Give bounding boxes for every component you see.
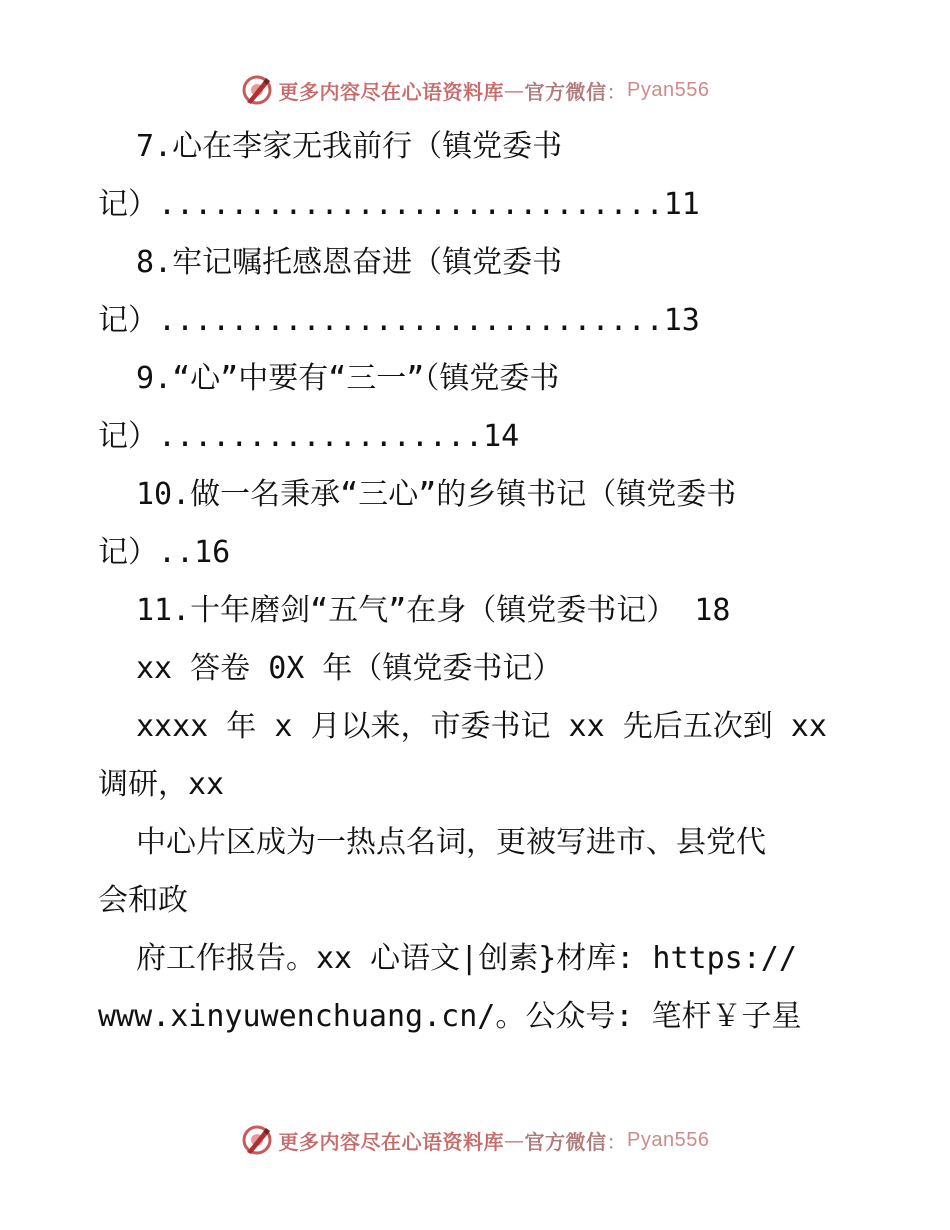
toc-entry-7-page: 记）............................11	[98, 187, 700, 222]
footer-colon: ：	[606, 1129, 628, 1154]
footer-wechat-label: 官方微信	[524, 1129, 607, 1154]
pen-logo-icon	[241, 1124, 273, 1156]
paragraph-2-line-2: 会和政	[98, 883, 188, 918]
header-watermark-banner	[0, 70, 950, 110]
paragraph-1-line-1: xxxx 年 x 月以来，市委书记 xx 先后五次到 xx	[136, 709, 827, 744]
toc-entry-8-page: 记）............................13	[98, 303, 700, 338]
toc-entry-10-title: 10.做一名秉承“三心”的乡镇书记（镇党委书	[136, 477, 737, 512]
footer-site-text: 更多内容尽在心语资料库	[278, 1129, 505, 1154]
toc-entry-11: 11.十年磨剑“五气”在身（镇党委书记） 18	[136, 593, 731, 628]
toc-entry-9-title: 9.“心”中要有“三一”（镇党委书	[136, 361, 560, 396]
footer-wechat-id: Pyan556	[627, 1128, 710, 1151]
header-dash: —	[504, 78, 525, 102]
paragraph-1-line-2: 调研，xx	[98, 767, 225, 802]
header-site-text: 更多内容尽在心语资料库	[278, 79, 505, 104]
toc-entry-8-title: 8.牢记嘱托感恩奋进（镇党委书	[136, 245, 563, 280]
paragraph-2-line-1: 中心片区成为一热点名词，更被写进市、县党代	[136, 825, 766, 860]
pen-logo-icon	[241, 74, 273, 106]
header-wechat-label: 官方微信	[524, 79, 607, 104]
article-heading: xx 答卷 0X 年（镇党委书记）	[136, 651, 563, 686]
footer-dash: —	[504, 1128, 525, 1152]
document-body	[98, 118, 858, 1046]
paragraph-3-line-1: 府工作报告。xx 心语文|创素}材库: https://	[136, 941, 797, 976]
toc-entry-7-title: 7.心在李家无我前行（镇党委书	[136, 129, 563, 164]
header-wechat-id: Pyan556	[627, 78, 710, 101]
header-colon: ：	[606, 79, 628, 104]
toc-entry-9-page: 记）..................14	[98, 419, 520, 454]
paragraph-3-line-2: www.xinyuwenchuang.cn/。公众号: 笔杆￥子星	[98, 999, 802, 1034]
toc-entry-10-page: 记）..16	[98, 535, 231, 570]
footer-watermark-banner	[0, 1120, 950, 1160]
